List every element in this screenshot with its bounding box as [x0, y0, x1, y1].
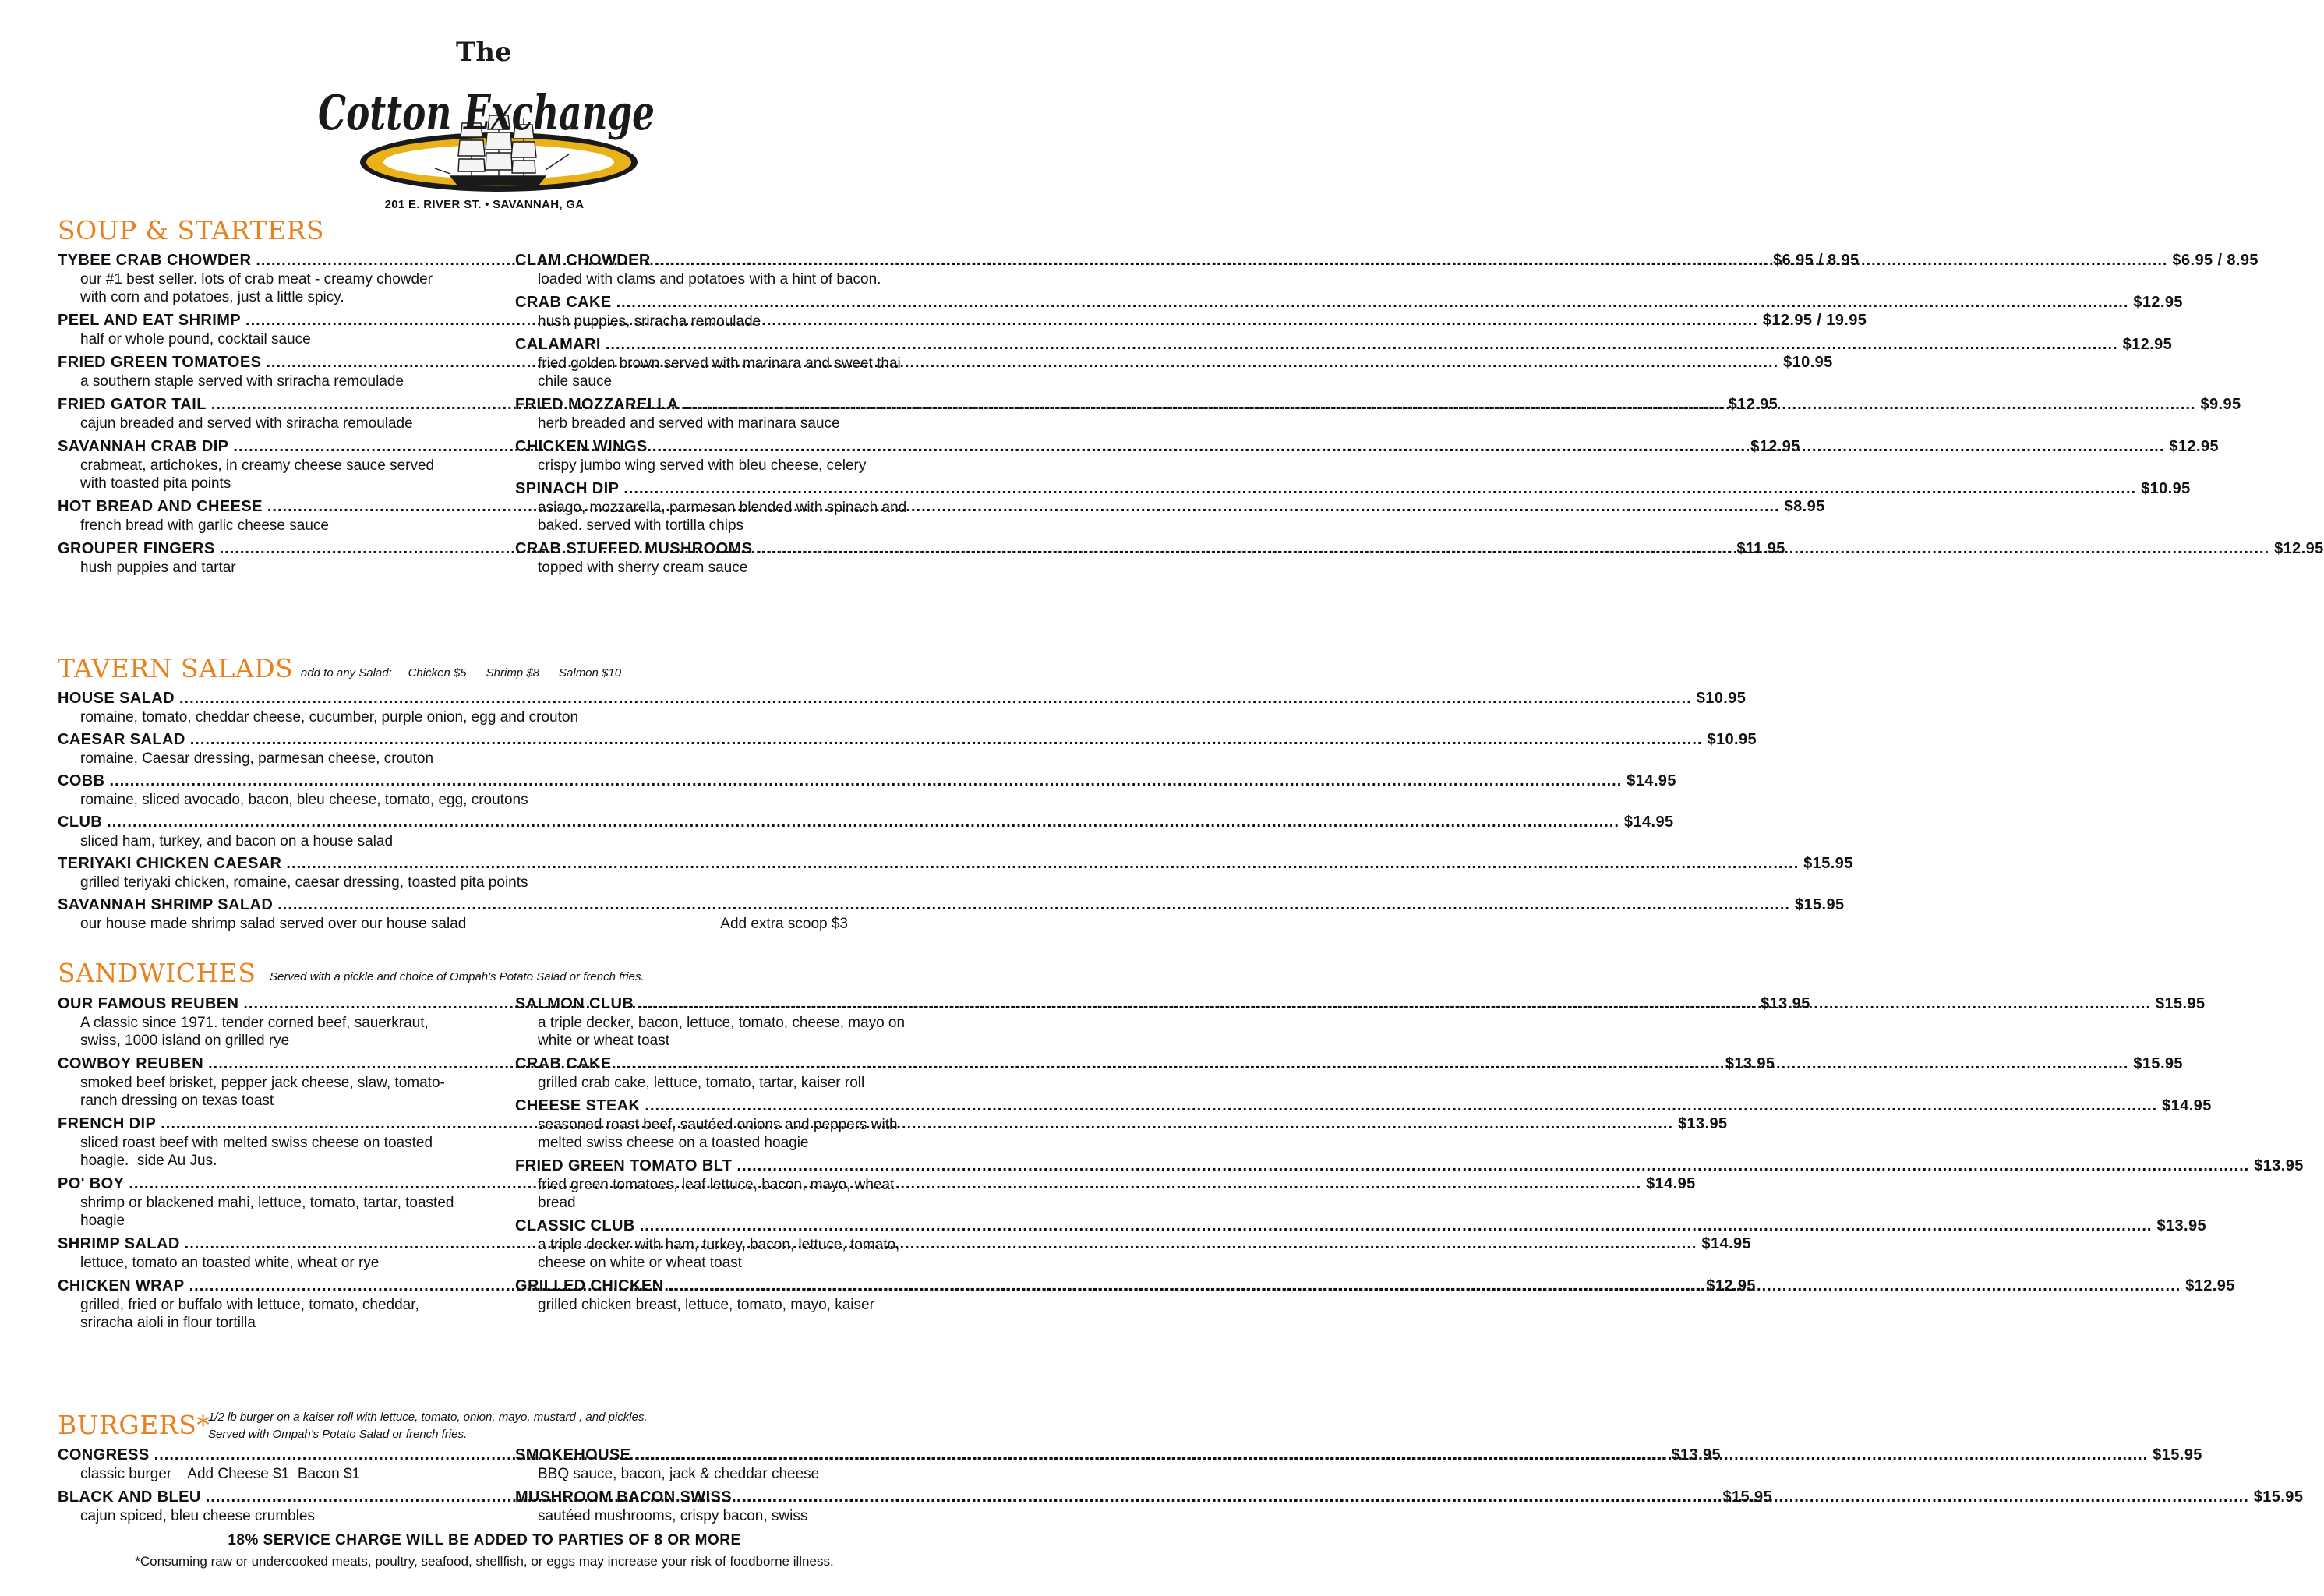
menu-item — [58, 813, 1674, 850]
menu-item-name: CALAMARI — [515, 336, 601, 353]
menu-item-name: CLAM CHOWDER — [515, 252, 651, 269]
menu-item-price: $9.95 — [2200, 396, 2241, 413]
dot-leader — [277, 895, 1790, 915]
menu-item-name: PO' BOY — [58, 1175, 125, 1192]
dot-leader — [757, 539, 2269, 559]
menu-item-description-block — [58, 1194, 457, 1230]
dot-leader — [185, 1234, 1697, 1254]
dot-leader — [161, 1114, 1673, 1134]
menu-item-name: SALMON CLUB — [515, 995, 634, 1012]
menu-item-price: $15.95 — [1722, 1488, 1773, 1506]
menu-item-description: grilled crab cake, lettuce, tomato, tartar, kaiser roll — [538, 1075, 865, 1091]
dot-leader — [245, 311, 1758, 330]
dot-leader — [736, 1156, 2249, 1176]
burgers-note — [208, 1409, 648, 1443]
dot-leader — [286, 854, 1799, 874]
menu-item-name: CLASSIC CLUB — [515, 1217, 635, 1234]
menu-item-description-block — [515, 312, 914, 330]
dot-leader — [635, 1446, 2148, 1465]
menu-item-name: CRAB STUFFED MUSHROOMS — [515, 540, 753, 557]
burgers-note-line1: 1/2 lb burger on a kaiser roll with lettuce, tomato, onion, mayo, mustard , and pickles. — [208, 1411, 648, 1424]
logo-the: The — [456, 37, 512, 68]
menu-item-description-block — [58, 415, 457, 433]
dot-leader — [266, 353, 1778, 373]
menu-item-header — [515, 293, 2183, 312]
menu-item-description: shrimp or blackened mahi, lettuce, tomato, tartar, toasted hoagie — [80, 1195, 458, 1229]
menu-item-description-block — [515, 1507, 914, 1525]
menu-item-description-block — [58, 708, 914, 726]
menu-item — [58, 854, 1853, 892]
menu-item-price: $12.95 — [2122, 336, 2173, 353]
menu-item-price: $14.95 — [2162, 1097, 2212, 1114]
menu-item-description-block — [515, 499, 914, 535]
dot-leader — [736, 1488, 2249, 1507]
menu-item-price: $10.95 — [1707, 731, 1757, 748]
menu-item-header — [515, 1216, 2207, 1236]
dot-leader — [638, 994, 2151, 1014]
dot-leader — [107, 813, 1619, 832]
menu-item-name: TYBEE CRAB CHOWDER — [58, 252, 252, 269]
menu-item-price: $14.95 — [1623, 814, 1674, 831]
menu-item-description-block — [58, 1465, 457, 1483]
menu-item — [58, 772, 1676, 809]
menu-item-price: $12.95 — [2185, 1277, 2235, 1294]
menu-item-name: PEEL AND EAT SHRIMP — [58, 312, 242, 329]
menu-item-description: half or whole pound, cocktail sauce — [80, 331, 311, 348]
menu-item-price: $12.95 — [2133, 294, 2183, 311]
menu-item-description: classic burger Add Cheese $1 Bacon $1 — [80, 1466, 361, 1482]
section-title-sandwiches: SANDWICHES — [58, 958, 256, 988]
menu-item-name: HOUSE SALAD — [58, 690, 175, 707]
menu-item-price: $6.95 / 8.95 — [2172, 252, 2259, 269]
menu-item-name: OUR FAMOUS REUBEN — [58, 995, 239, 1012]
menu-item-price: $11.95 — [1736, 540, 1785, 557]
menu-item-description-block — [515, 1176, 914, 1212]
menu-item-description-block — [515, 1296, 914, 1314]
menu-item-name: CHICKEN WINGS — [515, 438, 648, 455]
menu-item-header — [58, 813, 1674, 832]
sandwiches-right-column — [515, 994, 2304, 1319]
menu-item-description: a southern staple served with sriracha remoulade — [80, 373, 404, 390]
menu-item-name: FRIED MOZZARELLA — [515, 396, 679, 413]
menu-item-description: cajun spiced, bleu cheese crumbles — [80, 1508, 316, 1524]
menu-item-description-block — [58, 1134, 457, 1170]
menu-item-description-block — [58, 874, 914, 892]
menu-item-header — [58, 772, 1676, 791]
menu-item-description: hush puppies and tartar — [80, 560, 236, 576]
menu-item-description-block — [515, 1465, 914, 1483]
menu-item-header — [515, 1096, 2212, 1116]
menu-item-description: fried golden brown served with marinara and sweet thai chile sauce — [538, 355, 906, 390]
menu-item-price: $12.95 — [1706, 1277, 1756, 1294]
menu-item-name: MUSHROOM BACON SWISS — [515, 1488, 732, 1506]
menu-item-name: SAVANNAH CRAB DIP — [58, 438, 229, 455]
menu-item-name: FRIED GATOR TAIL — [58, 396, 207, 413]
menu-item-description: sautéed mushrooms, crispy bacon, swiss — [538, 1508, 808, 1524]
menu-item-price: $10.95 — [1783, 354, 1833, 371]
menu-item-description: A classic since 1971. tender corned beef, sauerkraut, swiss, 1000 island on grilled rye — [80, 1015, 433, 1049]
dot-leader — [190, 730, 1703, 750]
menu-item-name: FRIED GREEN TOMATO BLT — [515, 1157, 733, 1174]
menu-item-description-block — [58, 1074, 457, 1110]
dot-leader — [655, 251, 2168, 270]
menu-item — [515, 1488, 2304, 1525]
menu-item-header — [515, 1156, 2304, 1176]
menu-item-price: $12.95 — [2169, 438, 2219, 455]
menu-item-description: crabmeat, artichokes, in creamy cheese sauce served with toasted pita points — [80, 457, 439, 492]
dot-leader — [616, 1054, 2129, 1074]
menu-item-description: romaine, tomato, cheddar cheese, cucumber, purple onion, egg and crouton — [80, 709, 579, 726]
menu-item-price: $10.95 — [1696, 690, 1747, 707]
section-title-soup-starters: SOUP & STARTERS — [58, 215, 324, 245]
menu-item-name: GROUPER FINGERS — [58, 540, 215, 557]
dot-leader — [267, 497, 1780, 517]
menu-item-price: $12.95 — [2274, 540, 2324, 557]
menu-item — [515, 1276, 2235, 1314]
menu-item-description: BBQ sauce, bacon, jack & cheddar cheese — [538, 1466, 820, 1482]
menu-item-header — [515, 437, 2219, 457]
section-title-burgers: BURGERS* — [58, 1410, 210, 1440]
menu-item-description: topped with sherry cream sauce — [538, 560, 748, 576]
menu-item-price: $13.95 — [1761, 995, 1810, 1012]
menu-item-name: HOT BREAD AND CHEESE — [58, 498, 263, 515]
menu-item-description-block — [58, 791, 914, 809]
restaurant-logo — [312, 37, 662, 213]
menu-item-description-block — [515, 270, 914, 288]
menu-item-name: CAESAR SALAD — [58, 731, 185, 748]
menu-item — [58, 730, 1757, 768]
dot-leader — [623, 479, 2136, 499]
dot-leader — [640, 1216, 2153, 1236]
menu-item-description: smoked beef brisket, pepper jack cheese, slaw, tomato-ranch dressing on texas toast — [80, 1075, 445, 1109]
menu-item-name: COBB — [58, 772, 105, 789]
menu-item-description: grilled teriyaki chicken, romaine, caesar dressing, toasted pita points — [80, 874, 528, 891]
menu-item-price: $12.95 — [1728, 396, 1778, 413]
menu-item-price: $15.95 — [2253, 1488, 2304, 1506]
menu-item-price: $15.95 — [2133, 1055, 2183, 1072]
menu-item-header — [58, 895, 1845, 915]
menu-item-header — [515, 251, 2259, 270]
dot-leader — [110, 772, 1623, 791]
menu-item-description: fried green tomatoes, leaf lettuce, bacon, mayo, wheat bread — [538, 1177, 899, 1211]
menu-item-name: CLUB — [58, 814, 103, 831]
menu-item-name: SHRIMP SALAD — [58, 1235, 180, 1252]
menu-item-description: french bread with garlic cheese sauce — [80, 517, 329, 534]
menu-item-description-block — [58, 517, 457, 535]
menu-item-description-block — [58, 270, 457, 306]
menu-item-description-block — [58, 1507, 457, 1525]
ship-logo-graphic — [312, 37, 662, 213]
menu-item-price: $10.95 — [2141, 480, 2191, 497]
burgers-note-line2: Served with Ompah's Potato Salad or french fries. — [208, 1428, 468, 1441]
menu-item — [515, 251, 2259, 288]
menu-item-price: $14.95 — [1701, 1235, 1752, 1252]
menu-item-name: CRAB CAKE — [515, 1055, 612, 1072]
menu-item — [58, 689, 1747, 726]
dot-leader — [179, 689, 1692, 708]
menu-item-name: TERIYAKI CHICKEN CAESAR — [58, 855, 282, 872]
menu-item-description-block — [515, 355, 914, 390]
menu-item-description: lettuce, tomato an toasted white, wheat or rye — [80, 1255, 380, 1271]
menu-item-description-block — [58, 832, 914, 850]
menu-item-price: $13.95 — [2156, 1217, 2207, 1234]
menu-item-price: $13.95 — [1671, 1446, 1722, 1464]
menu-item-name: CHICKEN WRAP — [58, 1277, 185, 1294]
menu-item-description: sliced roast beef with melted swiss cheese on toasted hoagie. side Au Jus. — [80, 1135, 437, 1169]
menu-item-description: a triple decker with ham, turkey, bacon, lettuce, tomato, cheese on white or wheat toast — [538, 1237, 904, 1271]
menu-item-description: asiago, mozzarella, parmesan blended with spinach and baked. served with tortilla chips — [538, 500, 911, 534]
menu-item-description-block — [515, 1116, 914, 1152]
menu-item-name: SAVANNAH SHRIMP SALAD — [58, 896, 274, 913]
sandwiches-note: Served with a pickle and choice of Ompah's Potato Salad or french fries. — [270, 970, 645, 983]
dot-leader — [616, 293, 2129, 312]
menu-item-name: FRIED GREEN TOMATOES — [58, 354, 262, 371]
menu-item-extra: Add extra scoop $3 — [720, 916, 848, 932]
menu-item-name: CONGRESS — [58, 1446, 150, 1464]
section-title-tavern-salads: TAVERN SALADS — [58, 653, 294, 683]
menu-item-price: $13.95 — [1725, 1055, 1775, 1072]
menu-item-description-block — [515, 1074, 914, 1092]
menu-item-description-block — [58, 457, 457, 493]
menu-item-description: hush puppies, sriracha remoulade — [538, 313, 761, 330]
menu-item-price: $6.95 / 8.95 — [1773, 252, 1860, 269]
menu-item-price: $12.95 / 19.95 — [1762, 312, 1867, 329]
menu-item-header — [58, 730, 1757, 750]
dot-leader — [683, 395, 2196, 415]
menu-item-name: SMOKEHOUSE — [515, 1446, 631, 1464]
menu-item-price: $15.95 — [2153, 1446, 2202, 1464]
salad-addons-note: add to any Salad: Chicken $5 Shrimp $8 Salmon $10 — [301, 666, 622, 680]
menu-item-description: crispy jumbo wing served with bleu cheese, celery — [538, 457, 867, 474]
menu-item-header — [515, 1488, 2304, 1507]
menu-item-price: $15.95 — [2155, 995, 2206, 1012]
menu-item-description-block — [58, 1254, 457, 1272]
menu-item-price: $13.95 — [2254, 1157, 2304, 1174]
menu-item-description: cajun breaded and served with sriracha remoulade — [80, 415, 413, 432]
menu-item-description: our house made shrimp salad served over our house salad — [80, 916, 467, 932]
menu-item-price: $15.95 — [1803, 855, 1853, 872]
menu-item-description-block — [58, 750, 914, 768]
menu-item-header — [58, 689, 1747, 708]
menu-item-description-block — [515, 415, 914, 433]
menu-item-price: $12.95 — [1750, 438, 1800, 455]
menu-item-description-block — [515, 457, 914, 475]
dot-leader — [668, 1276, 2181, 1296]
restaurant-address: 201 E. RIVER ST. • SAVANNAH, GA — [384, 198, 585, 211]
menu-item-description-block — [58, 1296, 457, 1332]
menu-item-header — [515, 479, 2191, 499]
menu-item-description: herb breaded and served with marinara sauce — [538, 415, 840, 432]
menu-item-name: COWBOY REUBEN — [58, 1055, 204, 1072]
menu-item-description-block — [58, 373, 457, 390]
menu-item-description: grilled chicken breast, lettuce, tomato, mayo, kaiser — [538, 1297, 874, 1313]
menu-item-price: $8.95 — [1784, 498, 1825, 515]
menu-item-name: GRILLED CHICKEN — [515, 1277, 664, 1294]
menu-item-header — [58, 854, 1853, 874]
menu-item-header — [515, 335, 2173, 355]
menu-item-description: loaded with clams and potatoes with a hint of bacon. — [538, 271, 881, 288]
menu-item-description-block — [58, 1014, 457, 1050]
health-warning: *Consuming raw or undercooked meats, poultry, seafood, shellfish, or eggs may increase your risk of foodborne illness. — [135, 1554, 834, 1569]
menu-item-header — [515, 1276, 2235, 1296]
dot-leader — [645, 1096, 2157, 1116]
service-charge-notice: 18% SERVICE CHARGE WILL BE ADDED TO PARTIES OF 8 OR MORE — [228, 1532, 741, 1548]
menu-item-description-block — [58, 559, 457, 577]
menu-item-description: our #1 best seller. lots of crab meat - creamy chowder with corn and potatoes, just a little spicy. — [80, 271, 437, 305]
menu-item-price: $14.95 — [1646, 1175, 1696, 1192]
menu-item-description-block — [58, 915, 914, 933]
menu-item-price: $14.95 — [1626, 772, 1676, 789]
menu-item-description: sliced ham, turkey, and bacon on a house salad — [80, 833, 394, 849]
menu-item-description-block — [58, 330, 457, 348]
menu-item-name: FRENCH DIP — [58, 1115, 157, 1132]
menu-item-description: romaine, Caesar dressing, parmesan cheese, crouton — [80, 750, 434, 767]
menu-item-description-block — [515, 559, 914, 577]
menu-item-price: $13.95 — [1678, 1115, 1728, 1132]
menu-item-name: SPINACH DIP — [515, 480, 620, 497]
dot-leader — [606, 335, 2118, 355]
menu-item-description-block — [515, 1236, 914, 1272]
menu-item — [58, 895, 1845, 933]
menu-item-description-block — [515, 1014, 914, 1050]
salads-list — [58, 689, 1853, 937]
logo-name: Cotton Exchange — [318, 84, 655, 141]
menu-item-name: BLACK AND BLEU — [58, 1488, 201, 1506]
menu-item-name: CHEESE STEAK — [515, 1097, 641, 1114]
menu-item-name: CRAB CAKE — [515, 294, 612, 311]
menu-item-price: $15.95 — [1794, 896, 1845, 913]
menu-item-description: seasoned roast beef, sautéed onions and peppers with melted swiss cheese on a toasted hoagie — [538, 1117, 902, 1151]
menu-item-description: grilled, fried or buffalo with lettuce, tomato, cheddar, sriracha aioli in flour tortilla — [80, 1297, 424, 1331]
menu-item-description: romaine, sliced avocado, bacon, bleu cheese, tomato, egg, croutons — [80, 792, 528, 808]
menu-item-description: a triple decker, bacon, lettuce, tomato, cheese, mayo on white or wheat toast — [538, 1015, 909, 1049]
dot-leader — [652, 437, 2165, 457]
menu-item — [515, 437, 2219, 475]
